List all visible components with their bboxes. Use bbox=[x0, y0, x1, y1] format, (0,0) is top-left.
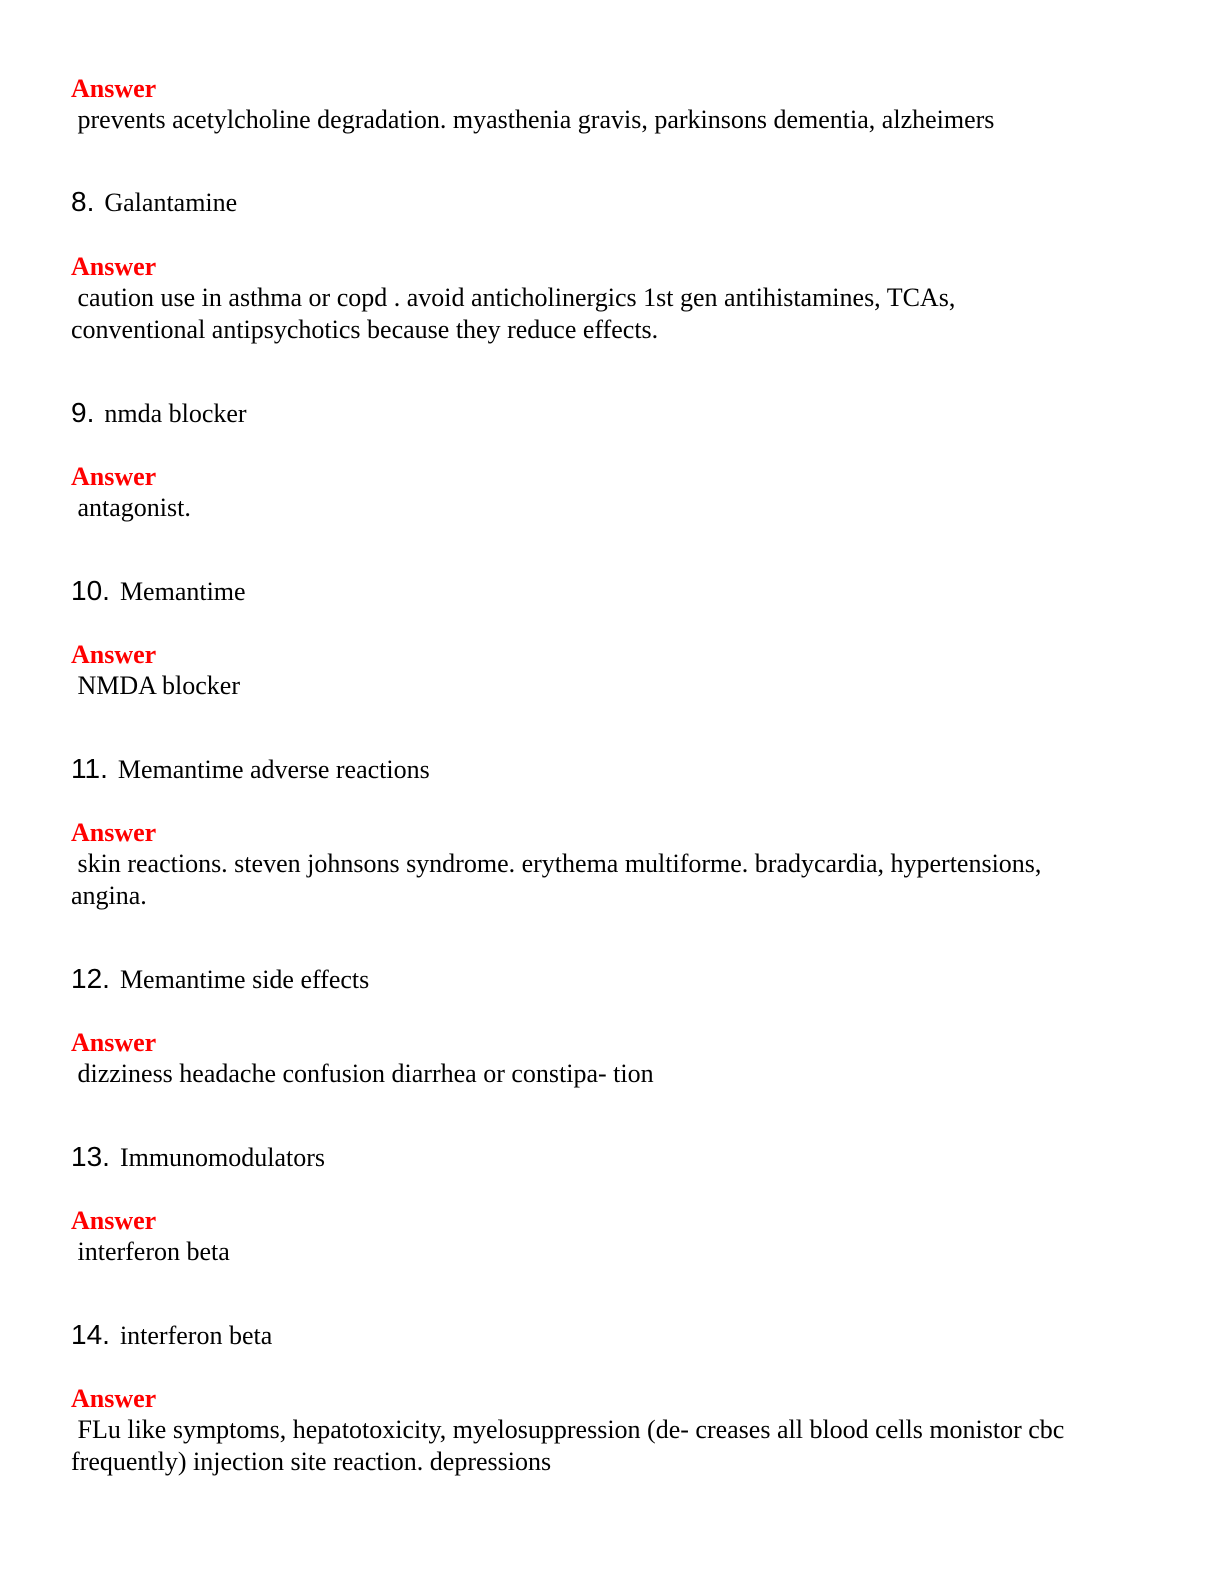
answer-label: Answer bbox=[71, 1206, 157, 1235]
question-text: Memantime adverse reactions bbox=[117, 755, 430, 784]
question-number: 8. bbox=[71, 186, 95, 217]
answer-label: Answer bbox=[71, 1384, 157, 1413]
answer-block-11 bbox=[71, 818, 1151, 912]
question-text: Memantime bbox=[119, 577, 246, 606]
answer-block-9 bbox=[71, 462, 1151, 524]
answer-label: Answer bbox=[71, 1028, 157, 1057]
question-10 bbox=[71, 575, 1151, 608]
question-number: 12. bbox=[71, 963, 110, 994]
answer-block-13 bbox=[71, 1206, 1151, 1268]
answer-text: caution use in asthma or copd . avoid anticholinergics 1st gen antihistamines, TCAs, conventional antipsychotics because they reduce effects. bbox=[71, 283, 956, 344]
answer-block-7 bbox=[71, 74, 1151, 136]
question-number: 13. bbox=[71, 1141, 110, 1172]
question-text: nmda blocker bbox=[104, 399, 247, 428]
question-14 bbox=[71, 1319, 1151, 1352]
answer-label: Answer bbox=[71, 462, 157, 491]
question-number: 11. bbox=[71, 753, 108, 784]
answer-text: antagonist. bbox=[71, 493, 191, 522]
question-12 bbox=[71, 963, 1151, 996]
answer-label: Answer bbox=[71, 74, 157, 103]
question-number: 14. bbox=[71, 1319, 110, 1350]
answer-text: prevents acetylcholine degradation. myasthenia gravis, parkinsons dementia, alzheimers bbox=[71, 105, 995, 134]
question-number: 10. bbox=[71, 575, 110, 606]
question-text: Immunomodulators bbox=[119, 1143, 326, 1172]
answer-label: Answer bbox=[71, 640, 157, 669]
answer-block-10 bbox=[71, 640, 1151, 702]
answer-block-12 bbox=[71, 1028, 1151, 1090]
answer-text: skin reactions. steven johnsons syndrome. erythema multiforme. bradycardia, hypertensions, angina. bbox=[71, 849, 1042, 910]
answer-block-8 bbox=[71, 252, 1151, 346]
question-8 bbox=[71, 186, 1151, 219]
question-text: Memantime side effects bbox=[119, 965, 370, 994]
answer-label: Answer bbox=[71, 252, 157, 281]
answer-text: FLu like symptoms, hepatotoxicity, myelosuppression (de- creases all blood cells monistor cbc frequently) injection site reaction. depressions bbox=[71, 1415, 1065, 1476]
question-9 bbox=[71, 397, 1151, 430]
question-11 bbox=[71, 753, 1151, 786]
answer-label: Answer bbox=[71, 818, 157, 847]
question-number: 9. bbox=[71, 397, 95, 428]
question-text: interferon beta bbox=[119, 1321, 273, 1350]
question-13 bbox=[71, 1141, 1151, 1174]
answer-text: interferon beta bbox=[71, 1237, 230, 1266]
answer-block-14 bbox=[71, 1384, 1151, 1478]
answer-text: dizziness headache confusion diarrhea or constipa- tion bbox=[71, 1059, 654, 1088]
answer-text: NMDA blocker bbox=[71, 671, 240, 700]
question-text: Galantamine bbox=[104, 188, 238, 217]
